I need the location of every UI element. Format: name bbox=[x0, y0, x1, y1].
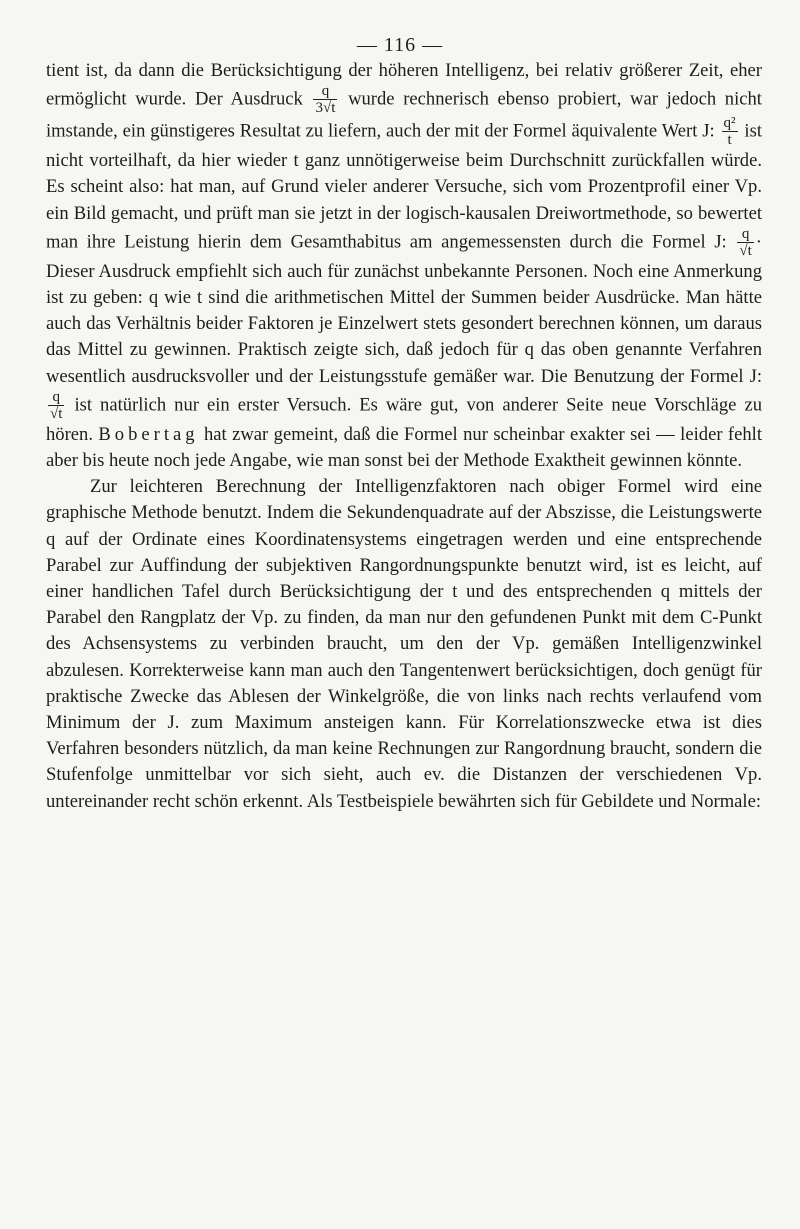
fraction-denominator: √t bbox=[739, 242, 752, 259]
text-segment: · Dieser Ausdruck empfiehlt sich auch für zunächst unbekannte Personen. Noch eine Anmerkung ist zu geben: q wie t sind die arithmetischen Mittel der Summen beider Ausdrücke. Man hätte auch das Verhältnis beider Faktoren je Einzelwert stets gesondert berechnen können, um daraus das Mittel zu gewinnen. Praktisch zeigte sich, daß jedoch für q das oben genannte Verfahren wesentlich ausdrucksvoller und der Leistungsstufe gemäßer war. Die Benutzung der Formel J: bbox=[46, 231, 762, 387]
fraction-numerator: q² bbox=[723, 115, 736, 132]
page-number: — 116 — bbox=[356, 34, 444, 56]
formula-q-squared-over-t bbox=[722, 116, 738, 148]
fraction-numerator: q bbox=[741, 225, 750, 242]
formula-q-over-cuberoot-t bbox=[313, 84, 337, 116]
text-segment: tient ist, da dann die Berücksichtigung der höheren Intelligenz, bei relativ größerer Zeit, eher ermöglicht wurde. Der Ausdruck bbox=[46, 60, 762, 110]
fraction-denominator: t bbox=[722, 131, 738, 148]
body-text bbox=[46, 58, 762, 815]
author-name: Bobertag bbox=[98, 423, 199, 445]
fraction-denominator: √t bbox=[50, 405, 63, 422]
text-segment: hat zwar gemeint, daß die Formel nur scheinbar exakter sei — leider fehlt aber bis heute noch jede Angabe, wie man sonst bei der Methode Exaktheit gewinnen könnte. bbox=[46, 423, 762, 472]
fraction-numerator: q bbox=[321, 83, 330, 100]
paragraph-2: Zur leichteren Berechnung der Intelligenzfaktoren nach obiger Formel wird eine graphische Methode benutzt. Indem die Sekundenquadrate auf der Abszisse, die Leistungswerte q auf der Ordinate eines Koordinatensystems eingetragen werden und eine entsprechende Parabel zur Auffindung der subjektiven Rangordnungspunkte benutzt wird, ist es leicht, auf einer handlichen Tafel durch Berücksichtigung der t und des entsprechenden q mittels der Parabel den Rangplatz der Vp. zu finden, da man nur den gefundenen Punkt mit dem C-Punkt des Achsensystems zu verbinden braucht, um den der Vp. gemäßen Intelligenzwinkel abzulesen. Korrekterweise kann man auch den Tangentenwert berücksichtigen, doch genügt für praktische Zwecke das Ablesen der Winkelgröße, die von links nach rechts verlaufend vom Minimum der J. zum Maximum ansteigen kann. Für Korrelationszwecke etwa ist dies Verfahren besonders nützlich, da man keine Rechnungen zur Rangordnung braucht, sondern die Stufenfolge unmittelbar vor sich sieht, auch ev. die Distanzen der verschiedenen Vp. untereinander recht schön erkennt. Als Testbeispiele bewährten sich für Gebildete und Normale: bbox=[46, 476, 762, 812]
text-segment: wurde rechnerisch ebenso probiert, war jedoch nicht imstande, ein günstigeres Resultat zu liefern, auch der mit der Formel äquivalente Wert J: bbox=[46, 88, 762, 142]
text-segment: ist nicht vorteilhaft, da hier wieder t ganz unnötigerweise beim Durchschnitt zurückfallen würde. Es scheint also: hat man, auf Grund vieler anderer Versuche, sich vom Prozentprofil einer Vp. ein Bild gemacht, und prüft man sie jetzt in der logisch-kausalen Dreiwortmethode, so bewertet man ihre Leistung hierin dem Gesamthabitus am angemessensten durch die Formel J: bbox=[46, 120, 762, 253]
formula-q-over-sqrt-t bbox=[48, 390, 64, 422]
fraction-numerator: q bbox=[52, 388, 60, 405]
text-segment: ist natürlich nur ein erster Versuch. Es wäre gut, von anderer Seite neue Vorschläge zu hören. bbox=[46, 394, 762, 445]
fraction-denominator: 3√t bbox=[315, 100, 336, 117]
formula-q-over-sqrt-t bbox=[737, 227, 753, 259]
paragraph-1 bbox=[46, 58, 762, 474]
